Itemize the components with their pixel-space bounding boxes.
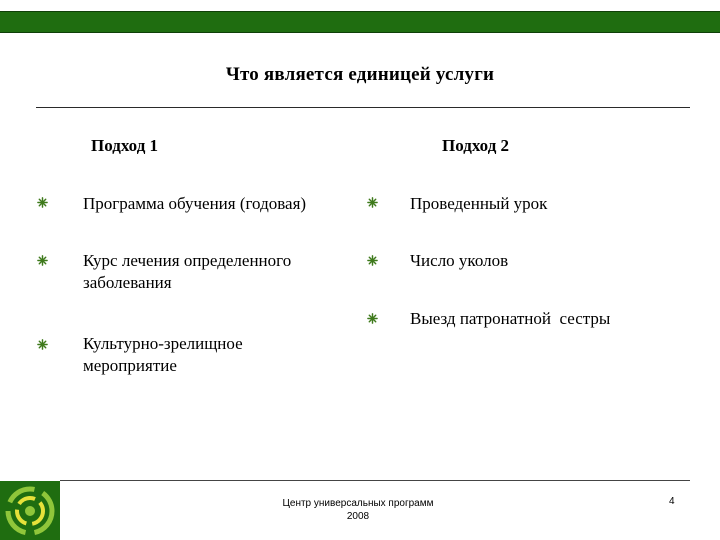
starburst-bullet-icon (37, 339, 48, 350)
slide-title: Что является единицей услуги (225, 64, 495, 85)
column-heading-approach-2: Подход 2 (442, 136, 510, 155)
list-item: Культурно-зрелищное мероприятие (83, 334, 243, 375)
starburst-bullet-icon (367, 197, 378, 208)
column-heading-approach-1: Подход 1 (91, 136, 159, 155)
footer-year: 2008 (346, 511, 370, 522)
footer-divider (60, 480, 690, 481)
starburst-bullet-icon (37, 197, 48, 208)
page-number: 4 (669, 496, 675, 507)
title-divider (36, 107, 690, 108)
list-item: Выезд патронатной сестры (410, 309, 611, 328)
list-item: Число уколов (410, 251, 509, 270)
starburst-bullet-icon (367, 255, 378, 266)
footer-organization (248, 497, 468, 523)
header-bar (0, 11, 720, 33)
swirl-logo-icon (0, 481, 60, 540)
list-item: Программа обучения (годовая) (83, 194, 307, 213)
footer-org-name: Центр универсальных программ (282, 498, 434, 509)
list-item: Проведенный урок (410, 194, 548, 213)
starburst-bullet-icon (37, 255, 48, 266)
list-item: Курс лечения определенного заболевания (83, 251, 292, 292)
starburst-bullet-icon (367, 313, 378, 324)
